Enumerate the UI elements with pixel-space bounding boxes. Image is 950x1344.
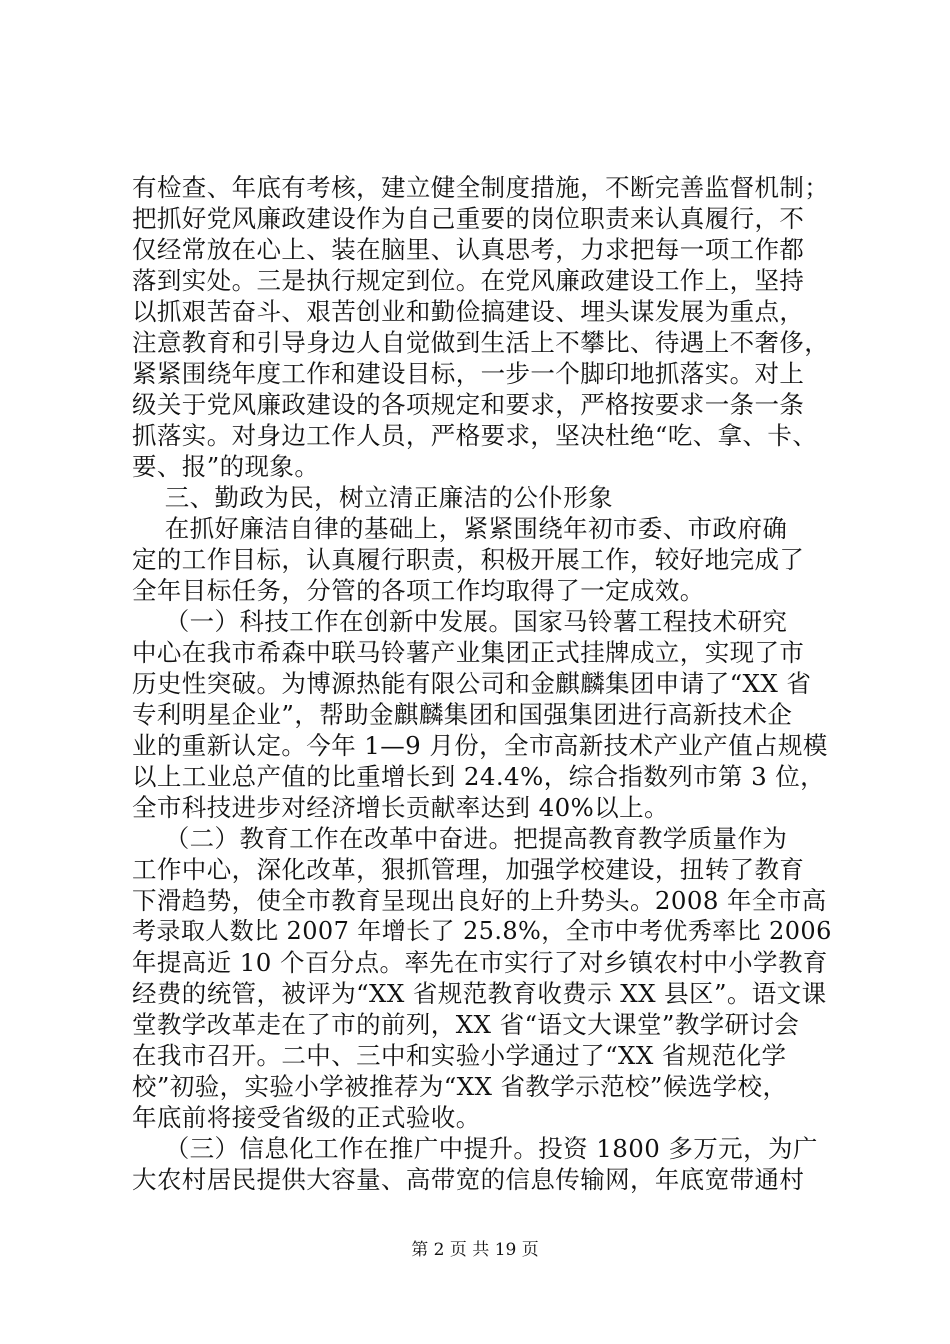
text-line: 把抓好党风廉政建设作为自己重要的岗位职责来认真履行，不 bbox=[132, 204, 805, 233]
text-line: 年提高近 10 个百分点。率先在市实行了对乡镇农村中小学教育 bbox=[132, 948, 828, 977]
text-line: 专利明星企业”，帮助金麒麟集团和国强集团进行高新技术企 bbox=[132, 700, 793, 729]
text-line: （一）科技工作在创新中发展。国家马铃薯工程技术研究 bbox=[132, 607, 788, 636]
text-line: 大农村居民提供大容量、高带宽的信息传输网，年底宽带通村 bbox=[132, 1165, 805, 1194]
text-line: 落到实处。三是执行规定到位。在党风廉政建设工作上，坚持 bbox=[132, 266, 805, 295]
page-footer: 第 2 页 共 19 页 bbox=[411, 1240, 539, 1260]
text-line: （二）教育工作在改革中奋进。把提高教育教学质量作为 bbox=[132, 824, 788, 853]
text-line: 注意教育和引导身边人自觉做到生活上不攀比、待遇上不奢侈， bbox=[132, 328, 830, 357]
text-line: 有检查、年底有考核，建立健全制度措施，不断完善监督机制； bbox=[132, 173, 830, 202]
text-line: 历史性突破。为博源热能有限公司和金麒麟集团申请了“XX 省 bbox=[132, 669, 812, 698]
text-line: 全年目标任务，分管的各项工作均取得了一定成效。 bbox=[132, 576, 705, 605]
text-line: 经费的统管，被评为“XX 省规范教育收费示 XX 县区”。语文课 bbox=[132, 979, 827, 1008]
text-line: 下滑趋势，使全市教育呈现出良好的上升势头。2008 年全市高 bbox=[132, 886, 827, 915]
text-line: 仅经常放在心上、装在脑里、认真思考，力求把每一项工作都 bbox=[132, 235, 805, 264]
text-line: 在我市召开。二中、三中和实验小学通过了“XX 省规范化学 bbox=[132, 1041, 787, 1070]
text-line: 抓落实。对身边工作人员，严格要求，坚决杜绝“吃、拿、卡、 bbox=[132, 421, 818, 450]
text-line: 中心在我市希森中联马铃薯产业集团正式挂牌成立，实现了市 bbox=[132, 638, 805, 667]
text-line: 年底前将接受省级的正式验收。 bbox=[132, 1103, 481, 1132]
text-line: 考录取人数比 2007 年增长了 25.8%，全市中考优秀率比 2006 bbox=[132, 917, 832, 945]
text-line: 校”初验，实验小学被推荐为“XX 省教学示范校”候选学校， bbox=[132, 1072, 788, 1101]
text-line: 三、勤政为民，树立清正廉洁的公仆形象 bbox=[132, 483, 613, 512]
document-body bbox=[132, 172, 832, 1195]
text-line: 堂教学改革走在了市的前列，XX 省“语文大课堂”教学研讨会 bbox=[132, 1010, 800, 1039]
text-line: 全市科技进步对经济增长贡献率达到 40%以上。 bbox=[132, 793, 669, 822]
text-line: 要、报”的现象。 bbox=[132, 452, 320, 481]
text-line: 以上工业总产值的比重增长到 24.4%，综合指数列市第 3 位， bbox=[132, 762, 826, 791]
text-line: 紧紧围绕年度工作和建设目标，一步一个脚印地抓落实。对上 bbox=[132, 359, 805, 388]
text-line: 级关于党风廉政建设的各项规定和要求，严格按要求一条一条 bbox=[132, 390, 805, 419]
text-line: 业的重新认定。今年 1—9 月份，全市高新技术产业产值占规模 bbox=[132, 731, 828, 760]
text-line: （三）信息化工作在推广中提升。投资 1800 多万元，为广 bbox=[132, 1134, 818, 1163]
text-line: 工作中心，深化改革，狠抓管理，加强学校建设，扭转了教育 bbox=[132, 855, 805, 884]
text-line: 以抓艰苦奋斗、艰苦创业和勤俭搞建设、埋头谋发展为重点， bbox=[132, 297, 805, 326]
text-line: 在抓好廉洁自律的基础上，紧紧围绕年初市委、市政府确 bbox=[132, 514, 788, 543]
text-line: 定的工作目标，认真履行职责，积极开展工作，较好地完成了 bbox=[132, 545, 805, 574]
